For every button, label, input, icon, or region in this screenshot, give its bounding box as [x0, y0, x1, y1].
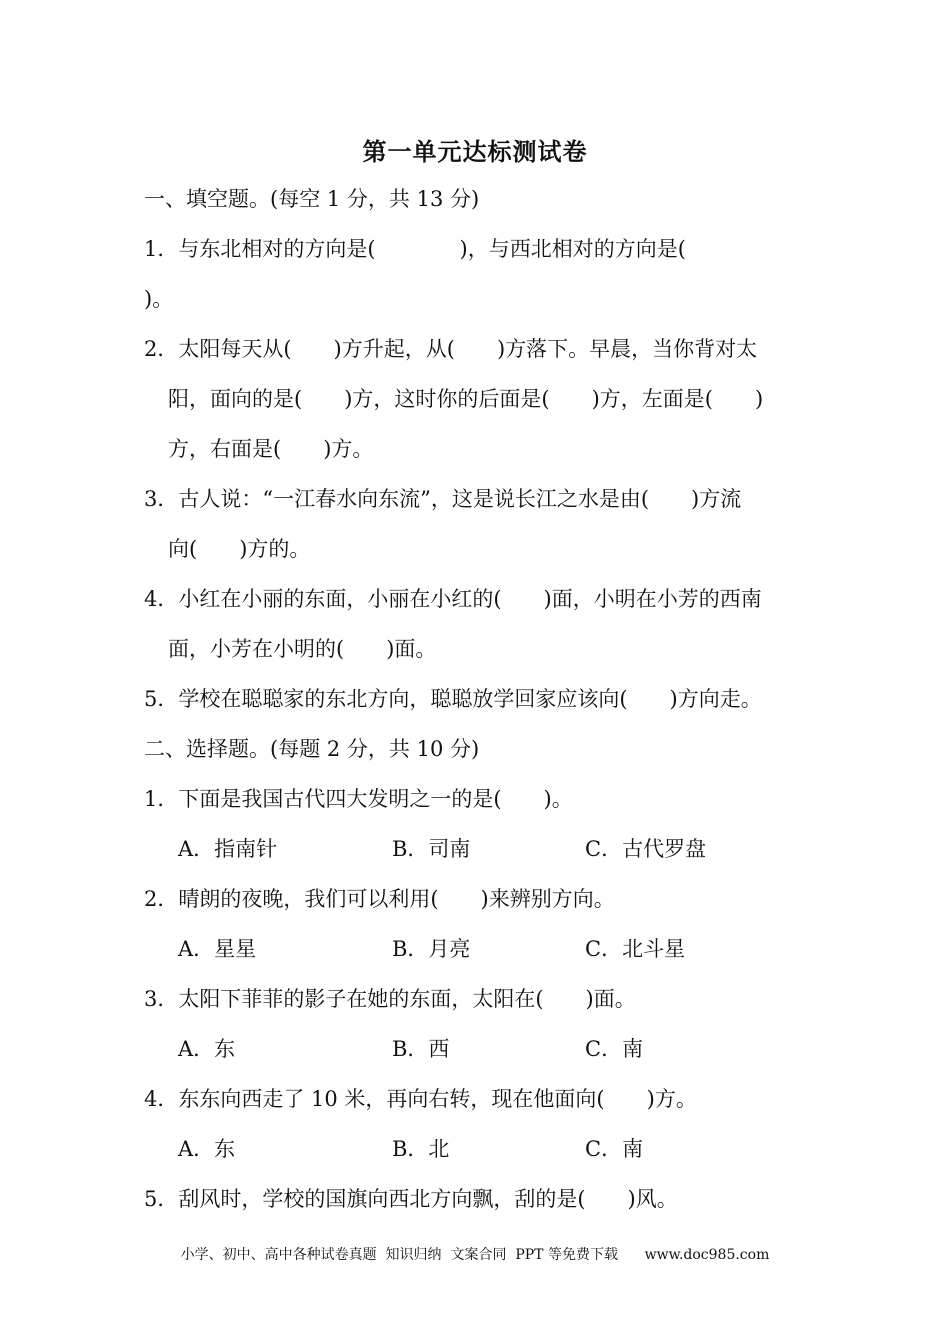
choice-question-2-option-a: A．星星 — [178, 937, 257, 961]
fill-question-3-line-2: 向( )方的。 — [168, 537, 311, 561]
fill-question-3-line-1: 3．古人说：“一江春水向东流”，这是说长江之水是由( )方流 — [144, 487, 742, 511]
page-title: 第一单元达标测试卷 — [362, 138, 588, 166]
page-footer: 小学、初中、高中各种试卷真题 知识归纳 文案合同 PPT 等免费下载 www.doc985.com — [180, 1247, 770, 1263]
choice-question-1-option-a: A．指南针 — [178, 837, 278, 861]
fill-question-2-line-3: 方，右面是( )方。 — [168, 437, 374, 461]
fill-question-5-line-1: 5．学校在聪聪家的东北方向，聪聪放学回家应该向( )方向走。 — [144, 687, 762, 711]
choice-question-1-option-c: C．古代罗盘 — [585, 837, 707, 861]
choice-question-1-option-b: B．司南 — [392, 837, 471, 861]
choice-question-2-option-b: B．月亮 — [392, 937, 471, 961]
choice-question-3-option-b: B．西 — [392, 1037, 450, 1061]
fill-question-2-line-2: 阳，面向的是( )方，这时你的后面是( )方，左面是( ) — [168, 387, 764, 411]
fill-question-1-line-1: 1．与东北相对的方向是( )，与西北相对的方向是( — [144, 237, 686, 261]
choice-question-1-stem: 1．下面是我国古代四大发明之一的是( )。 — [144, 787, 573, 811]
fill-question-2-line-1: 2．太阳每天从( )方升起，从( )方落下。早晨，当你背对太 — [144, 337, 758, 361]
choice-question-4-stem: 4．东东向西走了 10 米，再向右转，现在他面向( )方。 — [144, 1087, 697, 1111]
choice-question-2-option-c: C．北斗星 — [585, 937, 686, 961]
section-1-heading: 一、填空题。(每空 1 分，共 13 分) — [144, 187, 480, 211]
choice-question-3-option-a: A．东 — [178, 1037, 236, 1061]
choice-question-5-stem: 5．刮风时，学校的国旗向西北方向飘，刮的是( )风。 — [144, 1187, 678, 1211]
section-2-heading: 二、选择题。(每题 2 分，共 10 分) — [144, 737, 480, 761]
choice-question-4-option-c: C．南 — [585, 1137, 644, 1161]
choice-question-4-option-a: A．东 — [178, 1137, 236, 1161]
choice-question-4-option-b: B．北 — [392, 1137, 450, 1161]
choice-question-3-option-c: C．南 — [585, 1037, 644, 1061]
fill-question-4-line-1: 4．小红在小丽的东面，小丽在小红的( )面，小明在小芳的西南 — [144, 587, 762, 611]
choice-question-2-stem: 2．晴朗的夜晚，我们可以利用( )来辨别方向。 — [144, 887, 615, 911]
fill-question-1-line-2: )。 — [144, 287, 174, 311]
fill-question-4-line-2: 面，小芳在小明的( )面。 — [168, 637, 437, 661]
choice-question-3-stem: 3．太阳下菲菲的影子在她的东面，太阳在( )面。 — [144, 987, 636, 1011]
